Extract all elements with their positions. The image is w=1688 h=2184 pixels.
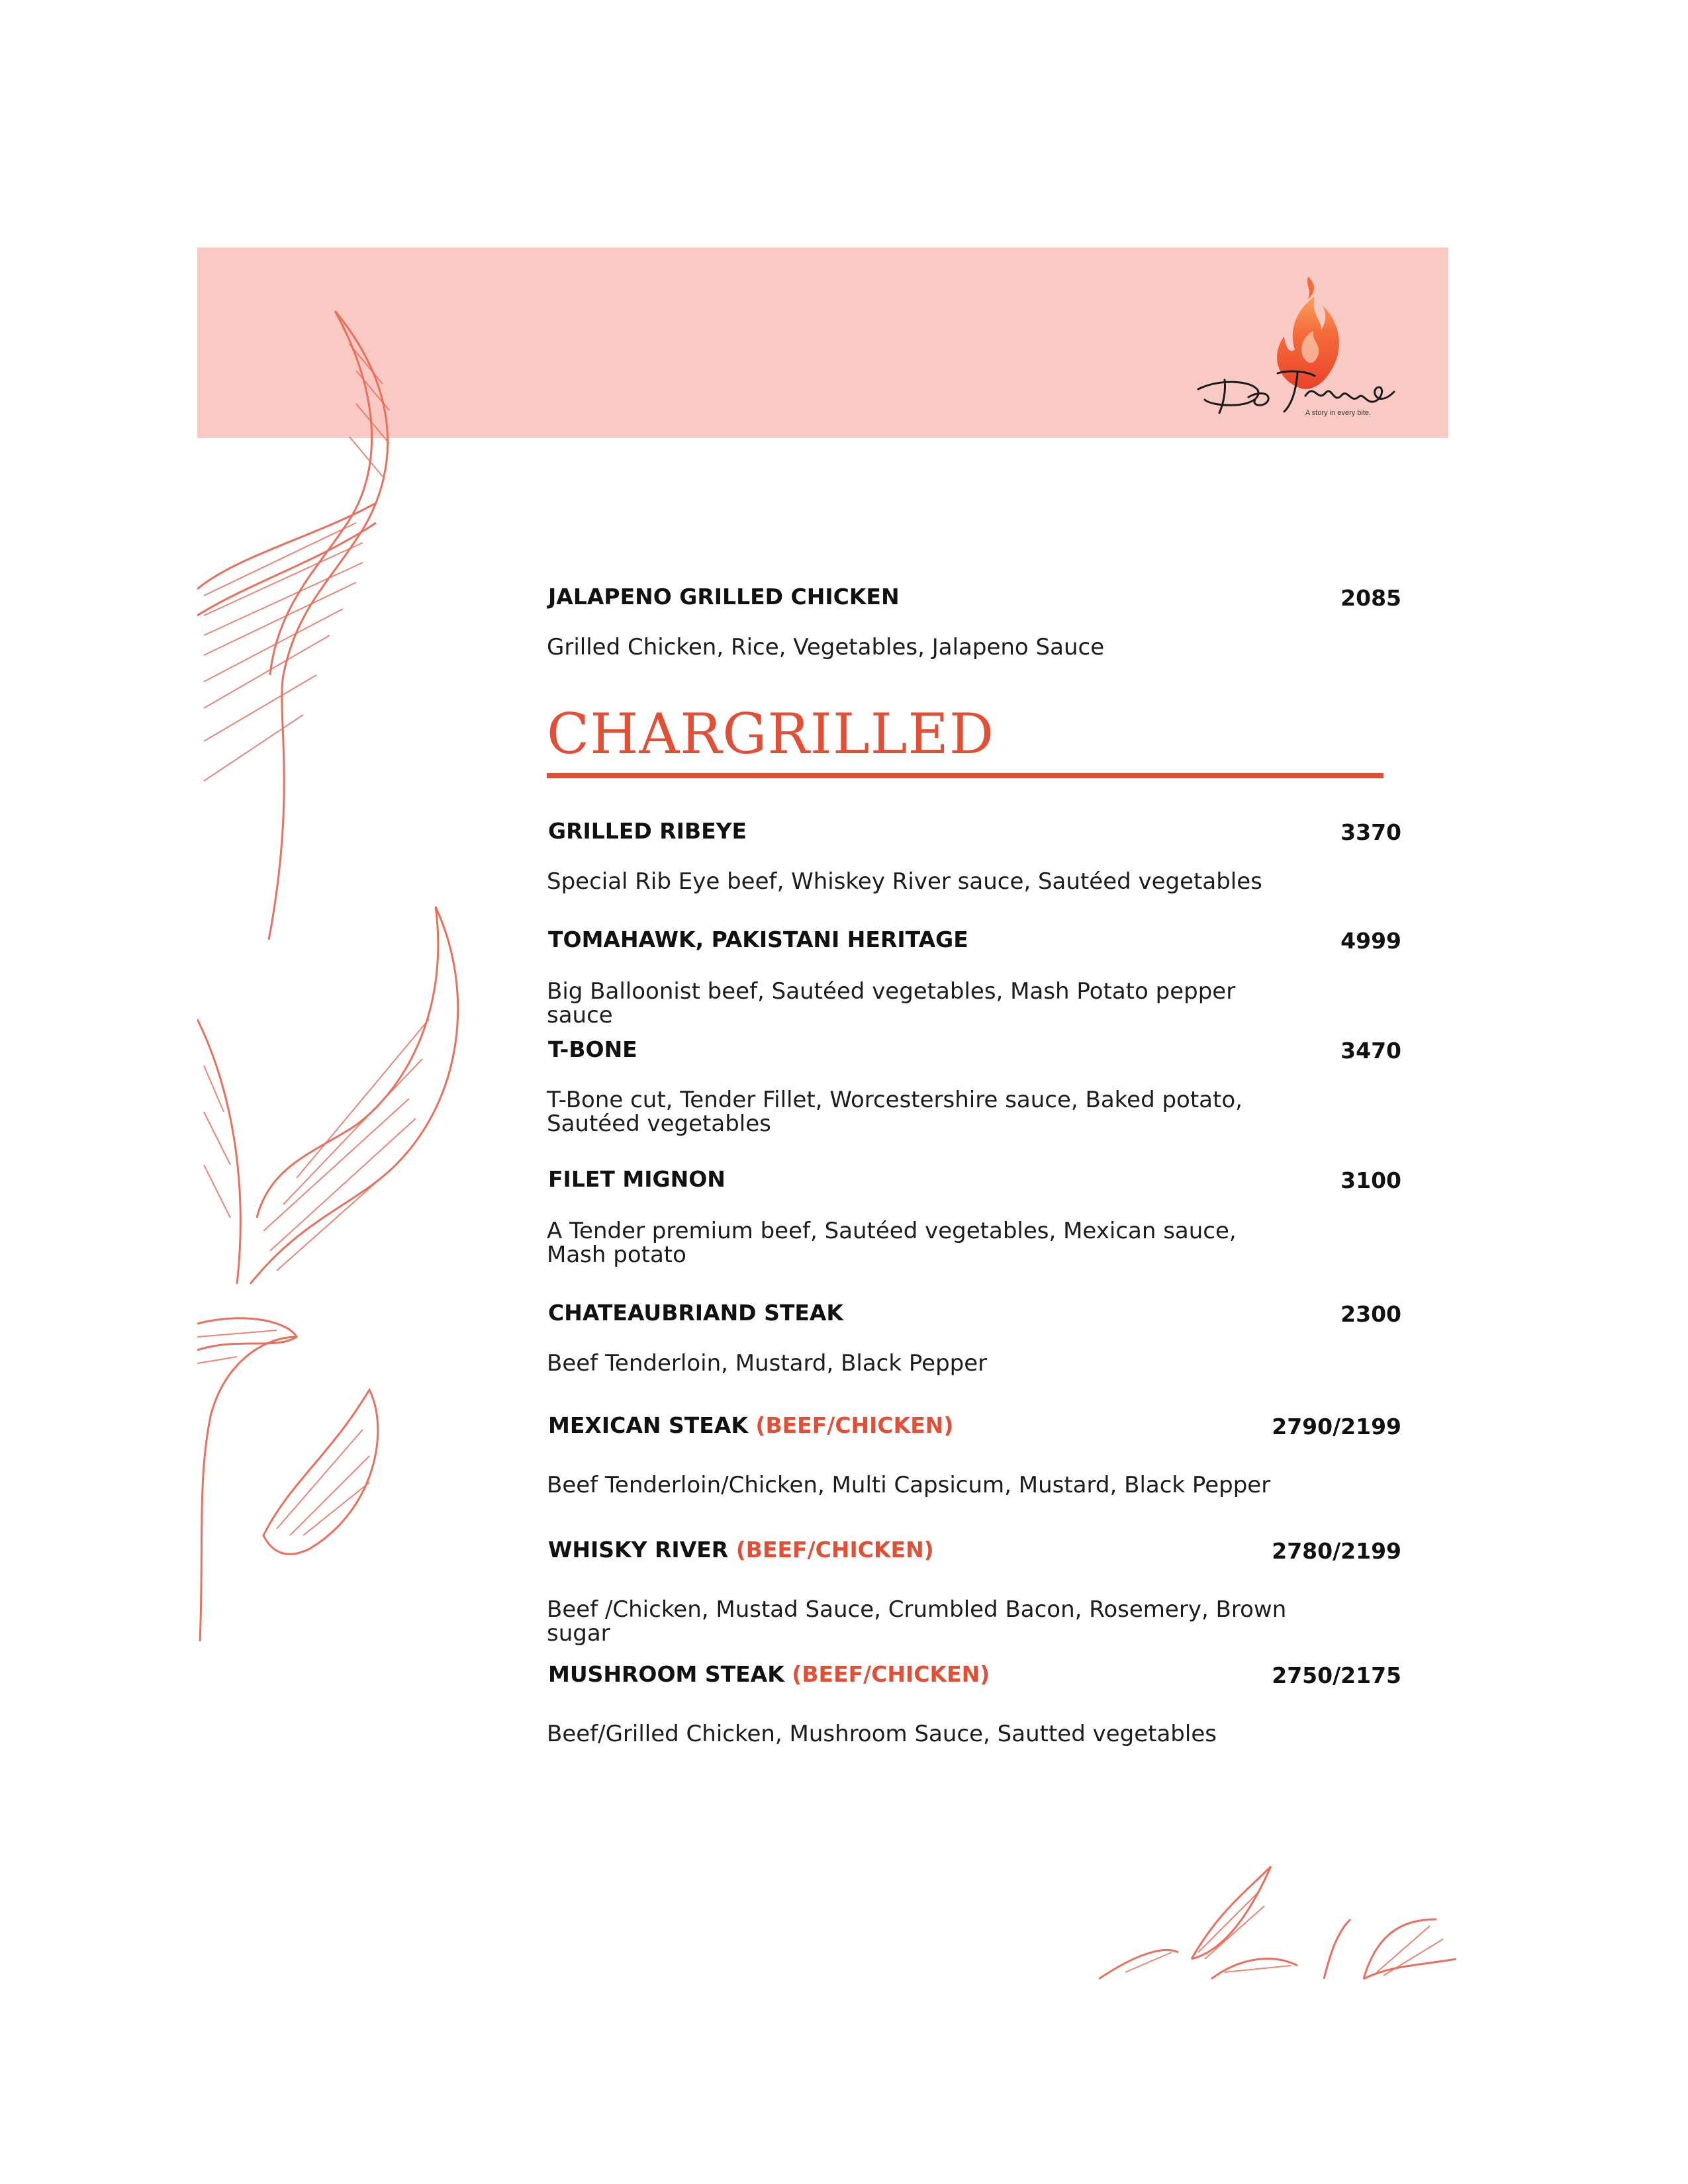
menu-item-name: TOMAHAWK, PAKISTANI HERITAGE [548, 927, 968, 952]
menu-item-variant: (BEEF/CHICKEN) [735, 1537, 934, 1563]
menu-item-description: Big Balloonist beef, Sautéed vegetables, Mash Potato pepper sauce [547, 978, 1236, 1028]
intro-item-name: JALAPENO GRILLED CHICKEN [548, 584, 900, 610]
menu-item-description: Special Rib Eye beef, Whiskey River sauce, Sautéed vegetables [547, 868, 1262, 895]
menu-item-name: GRILLED RIBEYE [548, 818, 747, 844]
leaf-illustration-bottom [1099, 1853, 1456, 1985]
menu-item-description: A Tender premium beef, Sautéed vegetables, Mexican sauce, Mash potato [547, 1218, 1237, 1268]
menu-item-description: Beef /Chicken, Mustad Sauce, Crumbled Bacon, Rosemery, Brown sugar [547, 1596, 1287, 1647]
menu-item-name: CHATEAUBRIAND STEAK [548, 1300, 843, 1326]
menu-item-price: 2750/2175 [1272, 1662, 1401, 1688]
menu-item-price: 2790/2199 [1272, 1414, 1401, 1439]
menu-item-price: 2300 [1340, 1301, 1401, 1327]
section-divider [547, 773, 1383, 778]
intro-item-description: Grilled Chicken, Rice, Vegetables, Jalapeno Sauce [547, 634, 1105, 660]
menu-item-name: WHISKY RIVER (BEEF/CHICKEN) [548, 1537, 934, 1563]
menu-item-price: 3100 [1340, 1167, 1401, 1193]
menu-item-name: MEXICAN STEAK (BEEF/CHICKEN) [548, 1412, 954, 1438]
menu-item-description: Beef Tenderloin, Mustard, Black Pepper [547, 1350, 988, 1377]
menu-item-price: 4999 [1340, 928, 1401, 954]
menu-item-price: 3470 [1340, 1038, 1401, 1064]
menu-item-description: Beef Tenderloin/Chicken, Multi Capsicum, Mustard, Black Pepper [547, 1472, 1271, 1498]
menu-item-name: FILET MIGNON [548, 1166, 726, 1192]
section-title: CHARGRILLED [547, 702, 995, 766]
menu-item-price: 3370 [1340, 819, 1401, 845]
menu-item-name: MUSHROOM STEAK (BEEF/CHICKEN) [548, 1661, 990, 1687]
menu-item-variant: (BEEF/CHICKEN) [755, 1412, 954, 1438]
flame-icon [1185, 250, 1410, 435]
leaf-illustration [197, 304, 475, 1827]
intro-item-price: 2085 [1340, 585, 1401, 611]
menu-item-description: Beef/Grilled Chicken, Mushroom Sauce, Sautted vegetables [547, 1721, 1217, 1747]
menu-item-variant: (BEEF/CHICKEN) [792, 1661, 990, 1687]
menu-item-price: 2780/2199 [1272, 1538, 1401, 1564]
logo-tagline: A story in every bite. [1305, 409, 1372, 417]
menu-item-name: T-BONE [548, 1036, 637, 1062]
menu-item-description: T-Bone cut, Tender Fillet, Worcestershire sauce, Baked potato, Sautéed vegetables [547, 1087, 1243, 1137]
brand-logo [1185, 250, 1410, 435]
